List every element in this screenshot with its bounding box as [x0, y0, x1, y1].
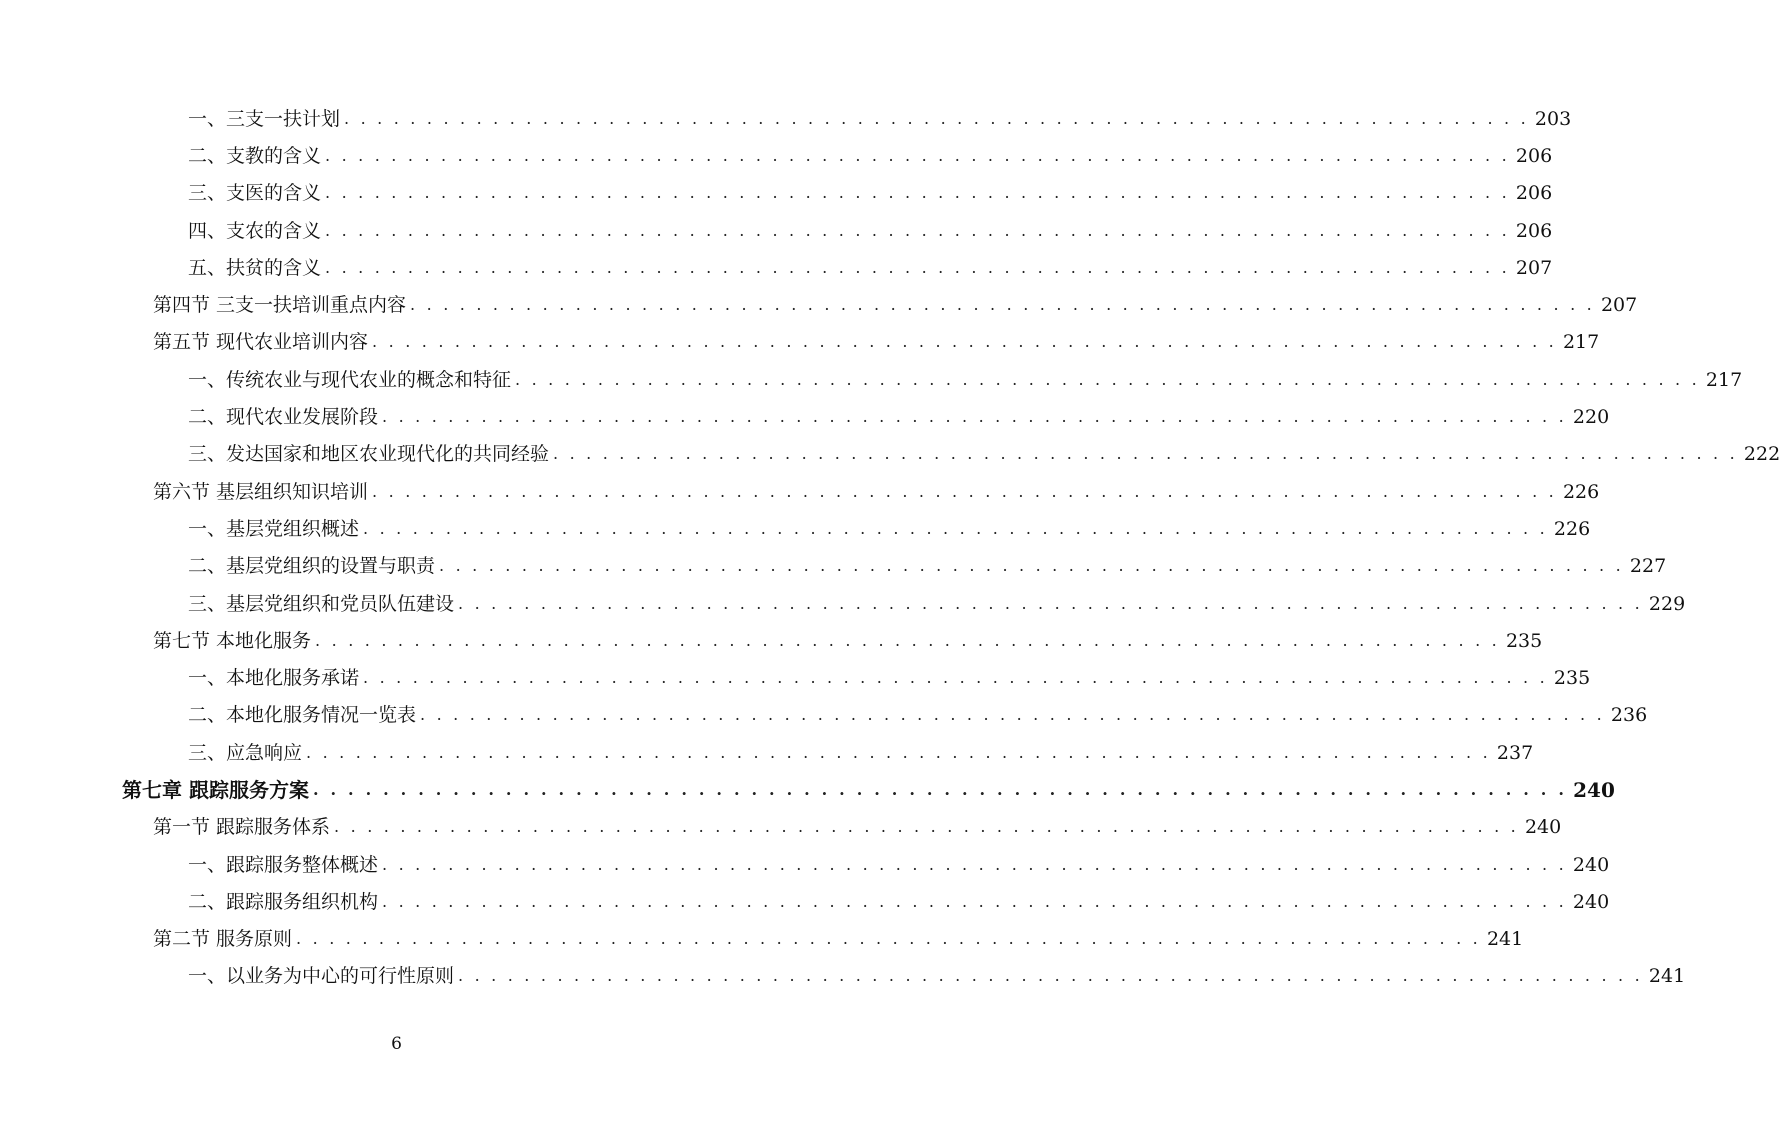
- toc-leader-dots: . . . . . . . . . . . . . . . . . . . . . . . . . . . . . . . . . . . . . . . . . . . . . . . . . . . . . . . . . . . . . . . . . . . . . . . .: [382, 854, 1567, 874]
- toc-entry-page: 207: [1515, 256, 1553, 279]
- toc-entry-title: 二、本地化服务情况一览表: [188, 703, 420, 727]
- toc-entry-page: 235: [1553, 667, 1591, 690]
- toc-entry[interactable]: [0, 175, 1553, 212]
- toc-entry-page: 241: [1486, 928, 1524, 951]
- toc-leader-dots: . . . . . . . . . . . . . . . . . . . . . . . . . . . . . . . . . . . . . . . . . . . . . . . . . . . . . . . . . . . . . . . . . . . . . . . .: [325, 257, 1510, 277]
- toc-entry-page: 240: [1572, 853, 1610, 876]
- toc-entry-title: 第二节 服务原则: [153, 927, 296, 951]
- toc-entry-title: 一、传统农业与现代农业的概念和特征: [188, 368, 515, 392]
- toc-entry[interactable]: [0, 921, 1524, 958]
- toc-leader-dots: . . . . . . . . . . . . . . . . . . . . . . . . . . . . . . . . . . . . . . . . . . . . . . . . . . . . . . . . . . . . . . . . . . . . . . . .: [372, 332, 1557, 352]
- toc-entry[interactable]: [0, 212, 1553, 249]
- toc-entry[interactable]: [0, 958, 1686, 995]
- toc-entry[interactable]: [0, 622, 1543, 659]
- toc-entry[interactable]: [0, 436, 1780, 473]
- toc-entry[interactable]: [0, 473, 1600, 510]
- toc-entry[interactable]: [0, 585, 1686, 622]
- toc-entry[interactable]: [0, 734, 1534, 771]
- toc-entry-page: 240: [1524, 816, 1562, 839]
- toc-entry[interactable]: [0, 137, 1553, 174]
- toc-entry-title: 二、跟踪服务组织机构: [188, 890, 382, 914]
- toc-entry[interactable]: [0, 809, 1562, 846]
- toc-entry[interactable]: [0, 249, 1553, 286]
- toc-entry[interactable]: [0, 771, 1615, 808]
- toc-entry[interactable]: [0, 324, 1600, 361]
- toc-leader-dots: . . . . . . . . . . . . . . . . . . . . . . . . . . . . . . . . . . . . . . . . . . . . . . . . . . . . . . . . . . . . . . . . . . . . . . . .: [325, 183, 1510, 203]
- toc-entry-page: 217: [1705, 368, 1743, 391]
- toc-leader-dots: . . . . . . . . . . . . . . . . . . . . . . . . . . . . . . . . . . . . . . . . . . . . . . . . . . . . . . . . . . . . . . . . . . . . . . . .: [312, 779, 1568, 799]
- toc-leader-dots: . . . . . . . . . . . . . . . . . . . . . . . . . . . . . . . . . . . . . . . . . . . . . . . . . . . . . . . . . . . . . . . . . . . . . . . .: [363, 518, 1548, 538]
- toc-entry-page: 226: [1562, 480, 1600, 503]
- toc-entry-title: 三、基层党组织和党员队伍建设: [188, 592, 458, 616]
- toc-entry-page: 203: [1534, 107, 1572, 130]
- toc-leader-dots: . . . . . . . . . . . . . . . . . . . . . . . . . . . . . . . . . . . . . . . . . . . . . . . . . . . . . . . . . . . . . . . . . . . . . . . .: [306, 742, 1491, 762]
- toc-entry-title: 第四节 三支一扶培训重点内容: [153, 293, 410, 317]
- toc-entry[interactable]: [0, 510, 1591, 547]
- toc-entry-page: 206: [1515, 144, 1553, 167]
- toc-entry-page: 240: [1572, 890, 1610, 913]
- toc-entry[interactable]: [0, 659, 1591, 696]
- toc-leader-dots: . . . . . . . . . . . . . . . . . . . . . . . . . . . . . . . . . . . . . . . . . . . . . . . . . . . . . . . . . . . . . . . . . . . . . . . .: [325, 220, 1510, 240]
- table-of-contents: [0, 100, 1780, 995]
- toc-leader-dots: . . . . . . . . . . . . . . . . . . . . . . . . . . . . . . . . . . . . . . . . . . . . . . . . . . . . . . . . . . . . . . . . . . . . . . . .: [458, 593, 1643, 613]
- toc-entry-title: 一、基层党组织概述: [188, 517, 363, 541]
- toc-leader-dots: . . . . . . . . . . . . . . . . . . . . . . . . . . . . . . . . . . . . . . . . . . . . . . . . . . . . . . . . . . . . . . . . . . . . . . . .: [439, 556, 1624, 576]
- toc-entry-page: 235: [1505, 629, 1543, 652]
- toc-entry-title: 第七章 跟踪服务方案: [122, 778, 313, 802]
- toc-entry-title: 三、发达国家和地区农业现代化的共同经验: [188, 442, 553, 466]
- toc-leader-dots: . . . . . . . . . . . . . . . . . . . . . . . . . . . . . . . . . . . . . . . . . . . . . . . . . . . . . . . . . . . . . . . . . . . . . . . .: [382, 891, 1567, 911]
- toc-entry-title: 一、三支一扶计划: [188, 107, 344, 131]
- toc-entry-page: 236: [1610, 704, 1648, 727]
- toc-entry-title: 五、扶贫的含义: [188, 256, 325, 280]
- toc-entry[interactable]: [0, 548, 1667, 585]
- toc-leader-dots: . . . . . . . . . . . . . . . . . . . . . . . . . . . . . . . . . . . . . . . . . . . . . . . . . . . . . . . . . . . . . . . . . . . . . . . .: [382, 407, 1567, 427]
- toc-leader-dots: . . . . . . . . . . . . . . . . . . . . . . . . . . . . . . . . . . . . . . . . . . . . . . . . . . . . . . . . . . . . . . . . . . . . . . . .: [334, 817, 1519, 837]
- toc-entry-title: 第六节 基层组织知识培训: [153, 480, 372, 504]
- toc-entry[interactable]: [0, 398, 1610, 435]
- toc-entry[interactable]: [0, 100, 1572, 137]
- toc-leader-dots: . . . . . . . . . . . . . . . . . . . . . . . . . . . . . . . . . . . . . . . . . . . . . . . . . . . . . . . . . . . . . . . . . . . . . . . .: [458, 966, 1643, 986]
- toc-entry[interactable]: [0, 883, 1610, 920]
- toc-leader-dots: . . . . . . . . . . . . . . . . . . . . . . . . . . . . . . . . . . . . . . . . . . . . . . . . . . . . . . . . . . . . . . . . . . . . . . . .: [315, 630, 1500, 650]
- toc-entry-page: 227: [1629, 555, 1667, 578]
- toc-leader-dots: . . . . . . . . . . . . . . . . . . . . . . . . . . . . . . . . . . . . . . . . . . . . . . . . . . . . . . . . . . . . . . . . . . . . . . . .: [515, 369, 1700, 389]
- toc-entry-page: 237: [1496, 741, 1534, 764]
- toc-entry-title: 一、以业务为中心的可行性原则: [188, 964, 458, 988]
- toc-entry[interactable]: [0, 361, 1743, 398]
- toc-entry-page: 241: [1648, 965, 1686, 988]
- toc-entry-title: 三、支医的含义: [188, 181, 325, 205]
- toc-entry-page: 207: [1600, 294, 1638, 317]
- toc-entry-title: 三、应急响应: [188, 741, 306, 765]
- page-number: 6: [391, 1034, 402, 1054]
- toc-entry[interactable]: [0, 697, 1648, 734]
- toc-leader-dots: . . . . . . . . . . . . . . . . . . . . . . . . . . . . . . . . . . . . . . . . . . . . . . . . . . . . . . . . . . . . . . . . . . . . . . . .: [325, 145, 1510, 165]
- toc-entry-title: 第一节 跟踪服务体系: [153, 815, 334, 839]
- toc-entry-page: 206: [1515, 182, 1553, 205]
- toc-leader-dots: . . . . . . . . . . . . . . . . . . . . . . . . . . . . . . . . . . . . . . . . . . . . . . . . . . . . . . . . . . . . . . . . . . . . . . . .: [363, 668, 1548, 688]
- toc-leader-dots: . . . . . . . . . . . . . . . . . . . . . . . . . . . . . . . . . . . . . . . . . . . . . . . . . . . . . . . . . . . . . . . . . . . . . . . .: [372, 481, 1557, 501]
- toc-entry-page: 240: [1573, 777, 1615, 802]
- toc-entry-page: 217: [1562, 331, 1600, 354]
- toc-entry[interactable]: [0, 286, 1638, 323]
- toc-entry-page: 229: [1648, 592, 1686, 615]
- toc-leader-dots: . . . . . . . . . . . . . . . . . . . . . . . . . . . . . . . . . . . . . . . . . . . . . . . . . . . . . . . . . . . . . . . . . . . . . . . .: [410, 295, 1595, 315]
- toc-entry-title: 第七节 本地化服务: [153, 629, 315, 653]
- toc-entry-page: 220: [1572, 406, 1610, 429]
- toc-entry-page: 226: [1553, 517, 1591, 540]
- toc-entry-title: 二、基层党组织的设置与职责: [188, 554, 439, 578]
- toc-leader-dots: . . . . . . . . . . . . . . . . . . . . . . . . . . . . . . . . . . . . . . . . . . . . . . . . . . . . . . . . . . . . . . . . . . . . . . . .: [344, 108, 1529, 128]
- toc-entry-title: 二、支教的含义: [188, 144, 325, 168]
- toc-entry-page: 206: [1515, 219, 1553, 242]
- toc-entry-title: 一、跟踪服务整体概述: [188, 853, 382, 877]
- toc-entry-title: 一、本地化服务承诺: [188, 666, 363, 690]
- toc-entry-title: 第五节 现代农业培训内容: [153, 330, 372, 354]
- toc-leader-dots: . . . . . . . . . . . . . . . . . . . . . . . . . . . . . . . . . . . . . . . . . . . . . . . . . . . . . . . . . . . . . . . . . . . . . . . .: [420, 705, 1605, 725]
- toc-entry-title: 二、现代农业发展阶段: [188, 405, 382, 429]
- toc-leader-dots: . . . . . . . . . . . . . . . . . . . . . . . . . . . . . . . . . . . . . . . . . . . . . . . . . . . . . . . . . . . . . . . . . . . . . . . .: [553, 444, 1738, 464]
- toc-entry[interactable]: [0, 846, 1610, 883]
- toc-leader-dots: . . . . . . . . . . . . . . . . . . . . . . . . . . . . . . . . . . . . . . . . . . . . . . . . . . . . . . . . . . . . . . . . . . . . . . . .: [296, 929, 1481, 949]
- toc-entry-title: 四、支农的含义: [188, 219, 325, 243]
- toc-entry-page: 222: [1743, 443, 1780, 466]
